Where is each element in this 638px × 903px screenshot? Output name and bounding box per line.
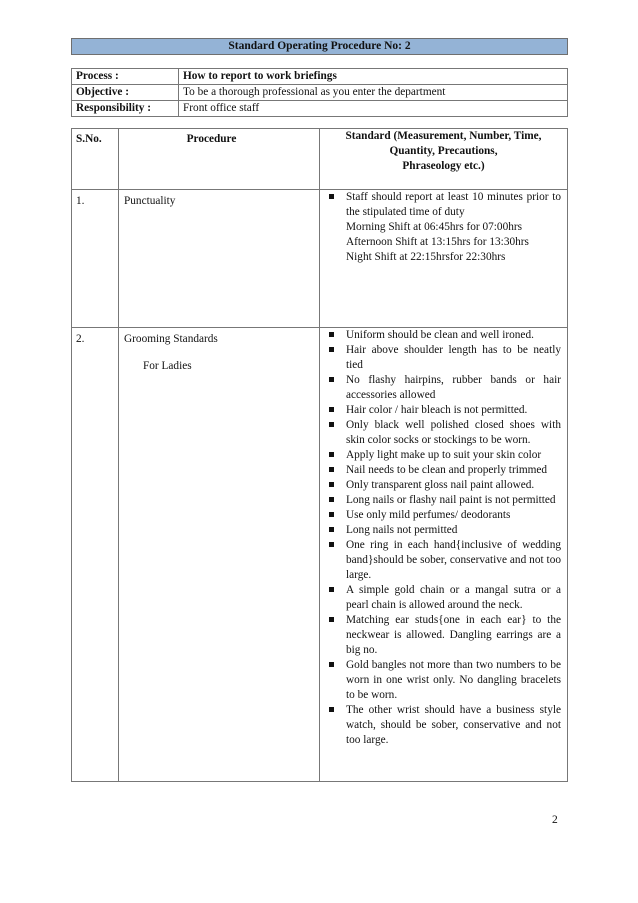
standard-list-item-text: Only transparent gloss nail paint allowed. — [346, 479, 535, 491]
header-sno: S.No. — [72, 129, 119, 190]
bullet-square-icon — [329, 422, 334, 427]
bullet-square-icon — [329, 482, 334, 487]
standard-list-item — [326, 538, 561, 583]
meta-row-objective — [72, 85, 568, 101]
meta-label: Objective : — [72, 85, 179, 101]
meta-row-process — [72, 69, 568, 85]
row-procedure — [119, 328, 320, 782]
standard-list-item-text: Long nails not permitted — [346, 524, 458, 536]
standard-list-item — [326, 373, 561, 403]
bullet-square-icon — [329, 527, 334, 532]
standard-list-item-text: Only black well polished closed shoes with skin color socks or stockings to be worn. — [346, 419, 561, 446]
standard-list-item — [326, 493, 561, 508]
procedure-row-punctuality — [72, 190, 568, 328]
meta-label: Process : — [72, 69, 179, 85]
bullet-square-icon — [329, 617, 334, 622]
standard-list-item — [326, 463, 561, 478]
bullet-square-icon — [329, 194, 334, 199]
sop-title-banner: Standard Operating Procedure No: 2 — [71, 38, 568, 55]
standard-list-item — [326, 448, 561, 463]
standard-list-item-text: Use only mild perfumes/ deodorants — [346, 509, 511, 521]
bullet-square-icon — [329, 467, 334, 472]
standard-list-item-text: Apply light make up to suit your skin color — [346, 449, 542, 461]
procedure-table — [71, 128, 568, 782]
standard-list-item-text: Staff should report at least 10 minutes prior to the stipulated time of duty — [346, 191, 561, 218]
bullet-square-icon — [329, 587, 334, 592]
meta-value: To be a thorough professional as you enter the department — [179, 85, 568, 101]
standard-extra-line: Morning Shift at 06:45hrs for 07:00hrs — [346, 221, 523, 233]
standard-list-item-text: Nail needs to be clean and properly trimmed — [346, 464, 548, 476]
standard-list-item — [326, 190, 561, 220]
sop-meta-table — [71, 68, 568, 117]
standard-list-item — [326, 328, 561, 343]
standard-list-item-text: Uniform should be clean and well ironed. — [346, 329, 534, 341]
bullet-square-icon — [329, 662, 334, 667]
standard-list-item-text: Gold bangles not more than two numbers to be worn in one wrist only. No dangling bracelets to be worn. — [346, 659, 561, 701]
standard-list-item — [326, 403, 561, 418]
standard-list-item-text: A simple gold chain or a mangal sutra or a pearl chain is allowed around the neck. — [346, 584, 561, 611]
meta-value: Front office staff — [179, 101, 568, 117]
row-procedure: Punctuality — [119, 190, 320, 328]
row-procedure-title: Grooming Standards — [124, 333, 218, 345]
standard-list-item-text: One ring in each hand{inclusive of wedding band}should be sober, conservative and not too large. — [346, 539, 561, 581]
bullet-square-icon — [329, 542, 334, 547]
standard-list-item — [326, 703, 561, 748]
meta-value: How to report to work briefings — [179, 69, 568, 85]
standard-extra-line: Night Shift at 22:15hrsfor 22:30hrs — [346, 251, 506, 263]
standard-list-item — [326, 523, 561, 538]
standard-list-item-text: Hair above shoulder length has to be neatly tied — [346, 344, 561, 371]
standard-list-item — [326, 658, 561, 703]
header-standard-line: Quantity, Precautions, — [389, 145, 498, 157]
standard-list-item-text: Long nails or flashy nail paint is not permitted — [346, 494, 556, 506]
standard-list-item-text: Matching ear studs{one in each ear} to the neckwear is allowed. Dangling earrings are a big no. — [346, 614, 561, 656]
bullet-square-icon — [329, 347, 334, 352]
standard-list-item — [326, 583, 561, 613]
bullet-square-icon — [329, 407, 334, 412]
row-procedure-subtitle: For Ladies — [143, 360, 192, 372]
standard-list — [326, 328, 561, 748]
standard-list — [326, 190, 561, 220]
bullet-square-icon — [329, 497, 334, 502]
standard-list-item-text: No flashy hairpins, rubber bands or hair accessories allowed — [346, 374, 561, 401]
standard-list-item — [326, 343, 561, 373]
row-sno: 2. — [72, 328, 119, 782]
standard-extra-lines — [326, 220, 561, 265]
standard-list-item-text: The other wrist should have a business style watch, should be sober, conservative and not too large. — [346, 704, 561, 746]
bullet-square-icon — [329, 512, 334, 517]
header-procedure: Procedure — [119, 129, 320, 190]
standard-list-item — [326, 478, 561, 493]
row-sno: 1. — [72, 190, 119, 328]
row-standard — [320, 328, 568, 782]
procedure-header-row — [72, 129, 568, 190]
standard-list-item — [326, 418, 561, 448]
bullet-square-icon — [329, 332, 334, 337]
procedure-row-grooming — [72, 328, 568, 782]
standard-extra-line: Afternoon Shift at 13:15hrs for 13:30hrs — [346, 236, 529, 248]
standard-list-item — [326, 508, 561, 523]
bullet-square-icon — [329, 707, 334, 712]
page-number: 2 — [552, 814, 558, 826]
standard-list-item-text: Hair color / hair bleach is not permitted. — [346, 404, 528, 416]
meta-row-responsibility — [72, 101, 568, 117]
header-standard-line: Standard (Measurement, Number, Time, — [345, 130, 542, 142]
row-standard — [320, 190, 568, 328]
bullet-square-icon — [329, 452, 334, 457]
meta-label: Responsibility : — [72, 101, 179, 117]
bullet-square-icon — [329, 377, 334, 382]
header-standard-line: Phraseology etc.) — [402, 160, 485, 172]
header-standard — [320, 129, 568, 190]
standard-list-item — [326, 613, 561, 658]
